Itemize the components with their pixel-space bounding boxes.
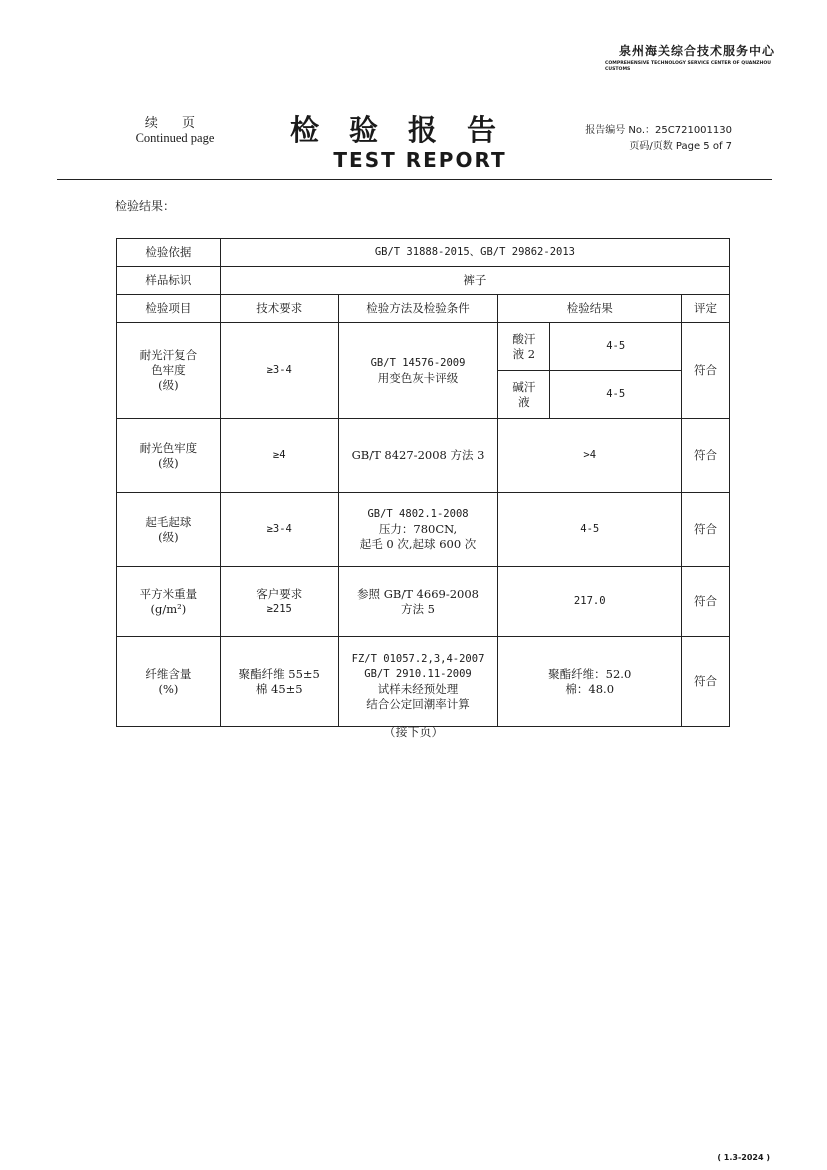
header-item: 检验项目 [117, 295, 221, 323]
sub-label-line: 液 2 [512, 346, 536, 361]
method-cell [338, 567, 498, 637]
page-number: 页码/页数 Page 5 of 7 [629, 141, 732, 152]
verdict-cell: 符合 [682, 637, 730, 727]
item-cell [117, 419, 221, 493]
requirement-cell: ≥4 [220, 419, 338, 493]
sub-label-cell [498, 371, 550, 419]
basis-label: 检验依据 [117, 239, 221, 267]
requirement-line: 棉 45±5 [255, 681, 303, 696]
item-line: 纤维含量 [145, 666, 192, 681]
method-line: 方法 5 [401, 601, 436, 616]
header-requirement: 技术要求 [220, 295, 338, 323]
sub-value-cell: 4-5 [550, 371, 682, 419]
item-line: (级) [158, 378, 179, 392]
requirement-line: 客户要求 [256, 586, 303, 601]
method-line: 起毛 0 次,起球 600 次 [359, 537, 477, 551]
verdict-cell: 符合 [682, 419, 730, 493]
requirement-cell [220, 567, 338, 637]
table-row [117, 637, 730, 727]
item-cell [117, 323, 221, 419]
item-cell [117, 637, 221, 727]
method-line: 结合公定回潮率计算 [366, 696, 470, 711]
method-cell [338, 323, 498, 419]
result-cell: 217.0 [498, 567, 682, 637]
item-line: 耐光色牢度 [139, 440, 198, 455]
report-title-en: TEST REPORT [333, 148, 507, 172]
method-line: GB/T 14576-2009 [370, 356, 466, 369]
requirement-cell: ≥3-4 [220, 323, 338, 419]
item-line: 耐光汗复合 [139, 348, 198, 362]
method-cell [338, 637, 498, 727]
item-line: (g/m²) [150, 601, 187, 616]
table-row-sample [117, 267, 730, 295]
form-code: ( 1.3-2024 ) [717, 1153, 770, 1162]
item-line: (%) [158, 681, 179, 696]
verdict-cell: 符合 [682, 567, 730, 637]
basis-value: GB/T 31888-2015、GB/T 29862-2013 [220, 239, 729, 267]
item-line: 色牢度 [151, 363, 186, 377]
method-line: FZ/T 01057.2,3,4-2007 [351, 652, 485, 665]
sub-label-line: 酸汗 [512, 331, 536, 346]
item-cell [117, 493, 221, 567]
verdict-cell: 符合 [682, 323, 730, 419]
sub-label-line: 碱汗 [512, 379, 536, 394]
report-number: 报告编号 No.：25C721001130 [585, 125, 732, 136]
continued-next-note: （接下页） [383, 725, 444, 739]
requirement-cell: ≥3-4 [220, 493, 338, 567]
sub-label-cell [498, 323, 550, 371]
sub-label-line: 液 [518, 394, 530, 409]
item-line: 起毛起球 [145, 514, 192, 529]
method-line: GB/T 8427-2008 方法 3 [351, 448, 485, 462]
continued-page-cn: 续 页 [144, 116, 206, 131]
table-row [117, 493, 730, 567]
organization-name-en: COMPREHENSIVE TECHNOLOGY SERVICE CENTER OF QUANZHOU CUSTOMS [605, 61, 771, 72]
organization-name-cn: 泉州海关综合技术服务中心 [618, 44, 775, 58]
sample-value: 裤子 [220, 267, 729, 295]
method-line: 试样未经预处理 [377, 681, 459, 696]
result-cell: >4 [498, 419, 682, 493]
report-title-cn: 检验报告 [290, 113, 527, 147]
method-cell [338, 493, 498, 567]
item-line: 平方米重量 [139, 586, 198, 601]
table-header-row [117, 295, 730, 323]
table-row [117, 323, 730, 371]
method-cell [338, 419, 498, 493]
method-line: GB/T 2910.11-2009 [364, 667, 472, 680]
method-line: GB/T 4802.1-2008 [367, 508, 469, 520]
header-result: 检验结果 [498, 295, 682, 323]
result-line: 聚酯纤维：52.0 [548, 666, 632, 681]
section-title: 检验结果： [115, 199, 176, 213]
item-line: (级) [158, 529, 179, 544]
method-line: 参照 GB/T 4669-2008 [357, 586, 479, 601]
requirement-line: 聚酯纤维 55±5 [238, 666, 320, 681]
continued-page-en: Continued page [135, 131, 215, 145]
requirement-line: ≥215 [266, 602, 292, 615]
table-row [117, 419, 730, 493]
item-line: (级) [158, 455, 179, 470]
item-cell [117, 567, 221, 637]
result-cell: 4-5 [498, 493, 682, 567]
verdict-cell: 符合 [682, 493, 730, 567]
method-line: 压力：780CN, [378, 522, 458, 536]
header-verdict: 评定 [682, 295, 730, 323]
sub-value-cell: 4-5 [550, 323, 682, 371]
result-cell [498, 637, 682, 727]
sample-label: 样品标识 [117, 267, 221, 295]
method-line: 用变色灰卡评级 [377, 370, 459, 385]
table-row-basis [117, 239, 730, 267]
header-divider [57, 179, 772, 180]
result-line: 棉：48.0 [565, 681, 615, 696]
requirement-cell [220, 637, 338, 727]
table-row [117, 567, 730, 637]
header-method: 检验方法及检验条件 [338, 295, 498, 323]
results-table [116, 238, 730, 727]
